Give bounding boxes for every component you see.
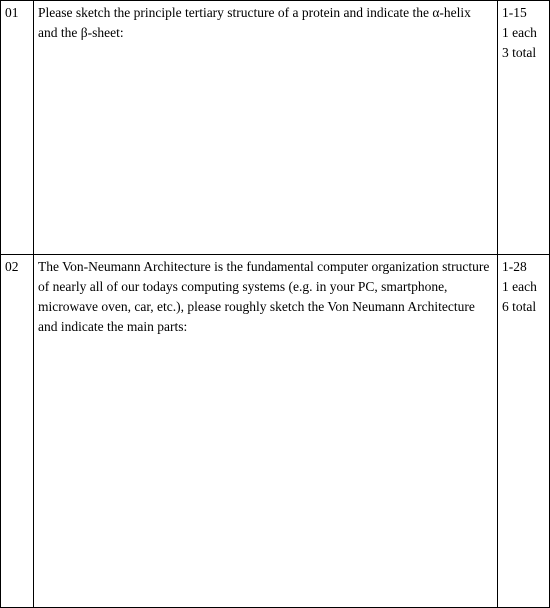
question-text-cell	[34, 1, 498, 255]
points-each: 1 each	[502, 279, 537, 294]
points-range: 1-15	[502, 5, 527, 20]
question-number: 02	[1, 255, 34, 608]
points-total: 6 total	[502, 299, 537, 314]
question-number: 01	[1, 1, 34, 255]
question-text-cell	[34, 255, 498, 608]
points-range: 1-28	[502, 259, 527, 274]
question-row-02	[1, 255, 550, 608]
points-each: 1 each	[502, 25, 537, 40]
question-prompt: The Von-Neumann Architecture is the fundamental computer organization structure of nearly all of our todays computing systems (e.g. in your PC, smartphone, microwave oven, car, etc.), please roughly sketch the Von Neumann Architecture and indicate the main parts:	[38, 259, 490, 334]
points-cell	[498, 1, 550, 255]
question-row-01	[1, 1, 550, 255]
question-prompt: Please sketch the principle tertiary structure of a protein and indicate the α-helix and the β-sheet:	[38, 5, 471, 40]
points-cell	[498, 255, 550, 608]
points-total: 3 total	[502, 45, 537, 60]
